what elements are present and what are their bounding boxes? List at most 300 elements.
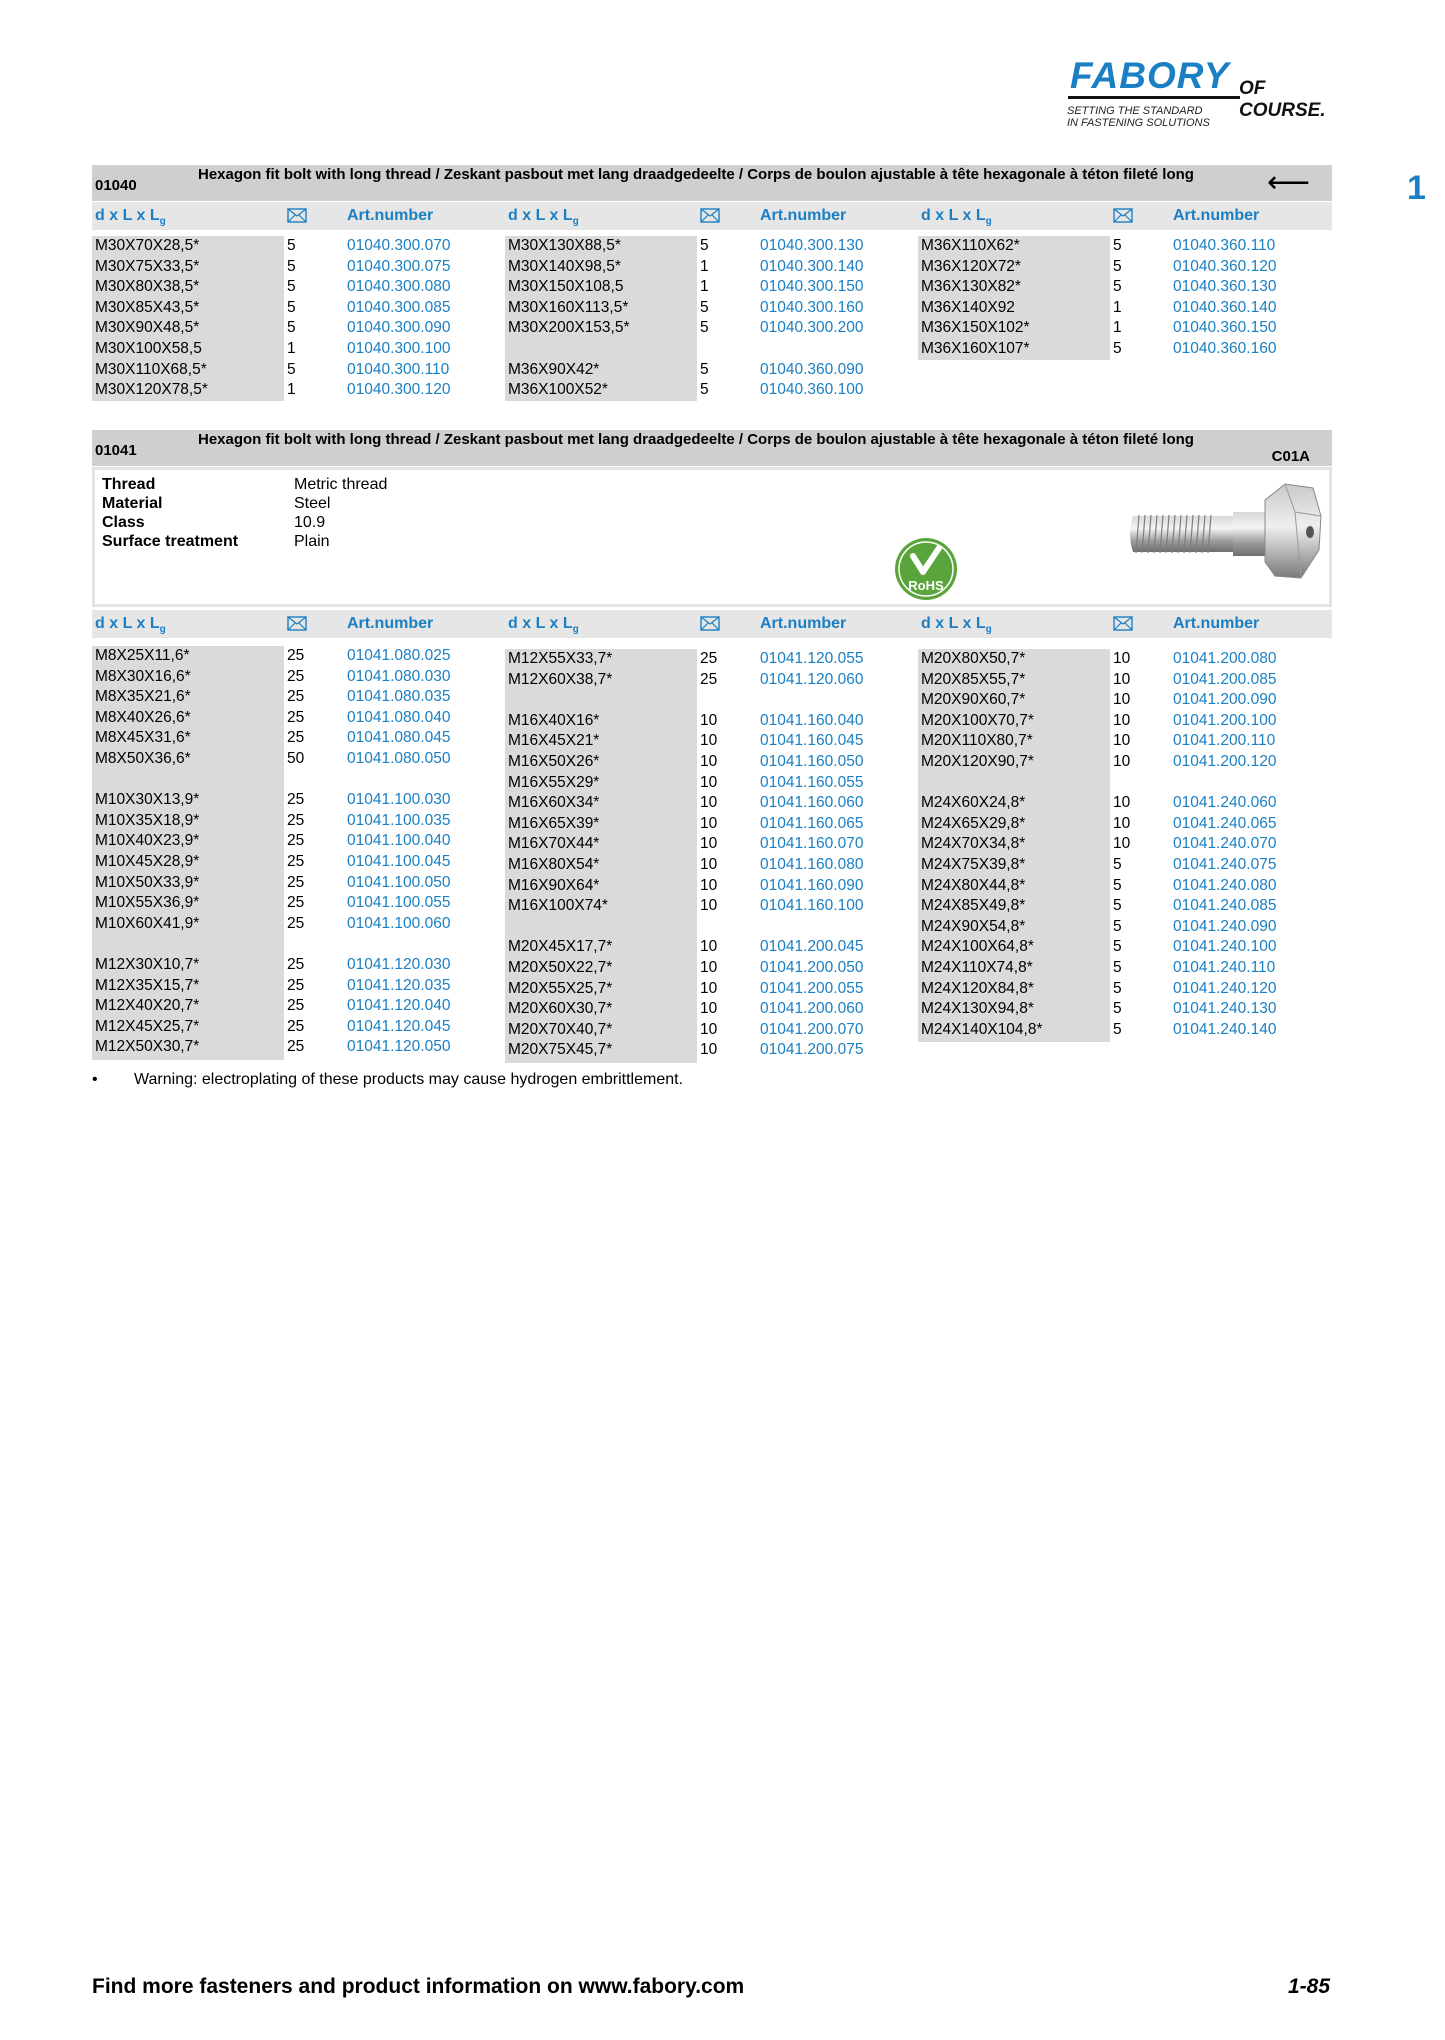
dimension-cell: M36X130X82*: [921, 278, 1021, 296]
art-number-link[interactable]: 01041.200.080: [1173, 650, 1277, 667]
dimension-cell: M8X30X16,6*: [95, 667, 191, 685]
table-row: [505, 793, 918, 814]
art-number-link[interactable]: 01041.100.055: [347, 894, 451, 912]
logo-tagline: [1067, 105, 1210, 129]
art-number-link[interactable]: 01041.240.065: [1173, 814, 1277, 832]
art-number-link[interactable]: 01041.160.055: [760, 773, 864, 791]
quantity-cell: 1: [700, 257, 709, 275]
dimension-cell: M36X140X92: [921, 298, 1015, 316]
dimension-cell: M36X160X107*: [921, 339, 1030, 357]
art-number-link[interactable]: 01041.240.140: [1173, 1020, 1277, 1038]
art-number-link[interactable]: 01041.120.030: [347, 955, 451, 973]
art-number-link[interactable]: 01041.160.060: [760, 794, 864, 812]
dimension-cell: M24X140X104,8*: [921, 1020, 1043, 1038]
dimension-cell: M30X200X153,5*: [508, 319, 630, 337]
table-row: [92, 873, 505, 894]
quantity-cell: 5: [700, 319, 709, 337]
chapter-number: 1: [1407, 169, 1426, 207]
dimension-cell: M10X40X23,9*: [95, 832, 200, 850]
art-number-link[interactable]: 01041.240.100: [1173, 938, 1277, 956]
table-row: [918, 876, 1331, 897]
rohs-compliance-icon: [893, 536, 959, 602]
table-row: [92, 257, 505, 278]
table-row: [505, 855, 918, 876]
quantity-cell: 5: [1113, 237, 1122, 254]
dimension-cell: M16X50X26*: [508, 752, 600, 770]
art-number-link[interactable]: 01041.160.070: [760, 835, 864, 853]
dimension-cell: M20X120X90,7*: [921, 752, 1034, 770]
dimension-cell: M10X50X33,9*: [95, 873, 200, 891]
art-number-link[interactable]: 01041.160.080: [760, 855, 864, 873]
quantity-cell: 25: [287, 832, 305, 850]
spec-label: Class: [102, 514, 145, 531]
art-number-link[interactable]: 01041.080.040: [347, 708, 451, 726]
quantity-cell: 10: [700, 814, 718, 832]
dimension-cell: M16X65X39*: [508, 814, 600, 832]
quantity-cell: 10: [1113, 814, 1131, 832]
table-row: [505, 999, 918, 1020]
quantity-cell: 10: [700, 773, 718, 791]
quantity-cell: 10: [1113, 670, 1131, 688]
table-row: [505, 773, 918, 794]
dimension-cell: M30X85X43,5*: [95, 298, 200, 316]
table-row: [92, 667, 505, 688]
art-number-link[interactable]: 01041.100.035: [347, 811, 451, 829]
table-row: [505, 979, 918, 1000]
table-row: [918, 999, 1331, 1020]
art-number-link[interactable]: 01041.240.080: [1173, 876, 1277, 894]
art-number-link[interactable]: 01041.240.090: [1173, 917, 1277, 935]
art-number-link[interactable]: 01041.100.030: [347, 791, 451, 809]
art-number-link[interactable]: 01040.300.085: [347, 298, 451, 316]
art-number-link[interactable]: 01041.160.100: [760, 897, 864, 915]
section-header-01041: [92, 430, 1332, 466]
table-row: [92, 236, 505, 257]
table-row: [505, 876, 918, 897]
quantity-cell: 5: [287, 237, 296, 254]
dimension-cell: M30X130X88,5*: [508, 237, 621, 254]
quantity-cell: 25: [287, 894, 305, 912]
quantity-cell: 1: [287, 339, 296, 357]
dimension-cell: M20X60X30,7*: [508, 1000, 613, 1018]
art-number-link[interactable]: 01040.300.130: [760, 237, 864, 254]
quantity-cell: 5: [287, 278, 296, 296]
table-rows: [92, 646, 505, 1058]
art-number-link[interactable]: 01041.120.060: [760, 670, 864, 688]
dimension-cell: M24X70X34,8*: [921, 835, 1026, 853]
table-row: [918, 834, 1331, 855]
table-row: [505, 318, 918, 339]
dimension-header: d x L x $L_g$: [95, 615, 166, 636]
section-title: Hexagon fit bolt with long thread / Zeskant pasbout met lang draadgedeelte / Corps de boulon ajustable à tête hexagonale à téton fileté long: [198, 431, 1194, 448]
dimension-cell: M24X60X24,8*: [921, 794, 1026, 812]
art-number-link[interactable]: 01041.240.060: [1173, 794, 1277, 812]
art-number-link[interactable]: 01040.300.100: [347, 339, 451, 357]
dimension-cell: M8X35X21,6*: [95, 688, 191, 706]
art-number-link[interactable]: 01041.080.035: [347, 688, 451, 706]
dimension-cell: M8X40X26,6*: [95, 708, 191, 726]
dimension-cell: M20X90X60,7*: [921, 691, 1026, 709]
dimension-cell: M30X90X48,5*: [95, 319, 200, 337]
dimension-header: d x L x $L_g$: [921, 207, 992, 228]
table-row: [918, 690, 1331, 711]
art-number-link[interactable]: 01040.300.080: [347, 278, 451, 296]
section-code: 01040: [95, 177, 137, 194]
column-header-row-1: [92, 202, 1332, 230]
quantity-cell: 5: [287, 360, 296, 378]
table-row: [505, 670, 918, 691]
table-row: [505, 834, 918, 855]
dimension-cell: M24X75X39,8*: [921, 855, 1026, 873]
quantity-cell: 25: [700, 650, 718, 667]
table-row: [918, 731, 1331, 752]
quantity-cell: 5: [700, 360, 709, 378]
table-row: [92, 976, 505, 997]
art-number-link[interactable]: 01040.300.150: [760, 278, 864, 296]
dimension-cell: M12X55X33,7*: [508, 650, 613, 667]
art-number-link[interactable]: 01040.360.130: [1173, 278, 1277, 296]
dimension-cell: M20X110X80,7*: [921, 732, 1033, 750]
art-number-link[interactable]: 01041.200.075: [760, 1041, 864, 1059]
dimension-cell: M16X80X54*: [508, 855, 600, 873]
art-number-link[interactable]: 01041.100.040: [347, 832, 451, 850]
quantity-cell: 25: [287, 647, 305, 664]
art-number-link[interactable]: 01040.360.110: [1173, 237, 1276, 254]
table-row: [505, 298, 918, 319]
quantity-cell: 5: [1113, 1020, 1122, 1038]
quantity-cell: 10: [1113, 835, 1131, 853]
table-row: [918, 257, 1331, 278]
dimension-header: d x L x $L_g$: [508, 207, 579, 228]
quantity-cell: 5: [1113, 917, 1122, 935]
art-number-link[interactable]: 01041.160.045: [760, 732, 864, 750]
spec-label: Thread: [102, 476, 156, 493]
dimension-cell: M24X80X44,8*: [921, 876, 1026, 894]
quantity-cell: 25: [287, 708, 305, 726]
art-number-link[interactable]: 01041.200.070: [760, 1020, 864, 1038]
art-number-link[interactable]: 01041.160.050: [760, 752, 864, 770]
table-row: [505, 690, 918, 711]
table-row: [505, 236, 918, 257]
quantity-cell: 5: [1113, 876, 1122, 894]
art-number-link[interactable]: 01041.200.050: [760, 958, 864, 976]
quantity-cell: 5: [700, 381, 709, 399]
dimension-cell: M16X60X34*: [508, 794, 600, 812]
dimension-cell: M20X80X50,7*: [921, 650, 1026, 667]
quantity-cell: 10: [1113, 732, 1131, 750]
section-reference-code: C01A: [1271, 448, 1310, 465]
table-row: [918, 793, 1331, 814]
art-number-link[interactable]: 01041.200.120: [1173, 752, 1277, 770]
dimension-cell: M36X120X72*: [921, 257, 1021, 275]
art-number-link[interactable]: 01040.360.140: [1173, 298, 1277, 316]
quantity-cell: 10: [700, 732, 718, 750]
quantity-cell: 25: [287, 791, 305, 809]
dimension-header: d x L x $L_g$: [95, 207, 166, 228]
table-row: [918, 670, 1331, 691]
quantity-cell: 10: [700, 938, 718, 956]
table-row: [505, 937, 918, 958]
quantity-cell: 10: [1113, 794, 1131, 812]
art-number-header: Art.number: [347, 207, 434, 224]
art-number-link[interactable]: 01040.300.075: [347, 257, 451, 275]
spec-label: Surface treatment: [102, 533, 239, 550]
envelope-icon: [287, 208, 307, 223]
quantity-cell: 10: [700, 958, 718, 976]
table-row: [918, 339, 1331, 360]
dimension-cell: M24X100X64,8*: [921, 938, 1034, 956]
dimension-cell: M8X45X31,6*: [95, 729, 191, 747]
table-row: [505, 380, 918, 401]
art-number-link[interactable]: 01041.240.085: [1173, 897, 1277, 915]
quantity-cell: 5: [1113, 855, 1122, 873]
art-number-link[interactable]: 01040.300.140: [760, 257, 864, 275]
table-row: [92, 749, 505, 770]
art-number-link[interactable]: 01041.080.030: [347, 667, 451, 685]
hex-fit-bolt-image: [1125, 478, 1325, 586]
quantity-cell: 10: [700, 835, 718, 853]
specification-box: [92, 467, 1332, 607]
art-number-link[interactable]: 01040.300.160: [760, 298, 864, 316]
dimension-cell: M16X90X64*: [508, 876, 600, 894]
dimension-cell: M36X100X52*: [508, 381, 608, 399]
table-row: [505, 958, 918, 979]
dimension-cell: M30X140X98,5*: [508, 257, 621, 275]
quantity-cell: 1: [1113, 298, 1122, 316]
rohs-label: RoHS: [908, 578, 944, 593]
quantity-cell: 5: [287, 298, 296, 316]
table-row: [92, 1017, 505, 1038]
art-number-link[interactable]: 01041.080.050: [347, 749, 451, 767]
dimension-cell: M8X50X36,6*: [95, 749, 191, 767]
art-number-link[interactable]: 01041.240.130: [1173, 1000, 1277, 1018]
spec-value: Steel: [294, 495, 331, 512]
envelope-icon: [700, 208, 720, 223]
dimension-cell: M16X45X21*: [508, 732, 600, 750]
art-number-link[interactable]: 01041.080.045: [347, 729, 451, 747]
dimension-cell: M12X60X38,7*: [508, 670, 613, 688]
dimension-cell: M20X70X40,7*: [508, 1020, 613, 1038]
table-row: [92, 360, 505, 381]
table-row: [918, 711, 1331, 732]
envelope-icon: [700, 616, 720, 631]
quantity-cell: 5: [1113, 339, 1122, 357]
dimension-cell: M10X30X13,9*: [95, 791, 200, 809]
quantity-cell: 25: [287, 729, 305, 747]
quantity-cell: 10: [1113, 691, 1131, 709]
spec-value: 10.9: [294, 514, 326, 531]
table-row: [918, 917, 1331, 938]
logo-slogan: OF COURSE.: [1239, 78, 1326, 121]
art-number-link[interactable]: 01041.240.120: [1173, 979, 1277, 997]
art-number-link[interactable]: 01041.240.110: [1173, 958, 1276, 976]
dimension-cell: M24X65X29,8*: [921, 814, 1026, 832]
table-row: [918, 896, 1331, 917]
table-row: [918, 1020, 1331, 1041]
spec-value: Metric thread: [294, 476, 388, 493]
art-number-link[interactable]: 01040.360.100: [760, 381, 864, 399]
quantity-cell: 10: [700, 876, 718, 894]
art-number-link[interactable]: 01040.300.120: [347, 381, 451, 399]
quantity-cell: 10: [700, 897, 718, 915]
back-arrow-icon[interactable]: ⟵: [1266, 166, 1310, 199]
table-row: [92, 1037, 505, 1058]
art-number-link[interactable]: 01040.300.090: [347, 319, 451, 337]
table-row: [92, 934, 505, 955]
table-row: [918, 236, 1331, 257]
quantity-cell: 25: [287, 976, 305, 994]
dimension-header: d x L x $L_g$: [508, 615, 579, 636]
art-number-link[interactable]: 01041.200.110: [1173, 732, 1276, 750]
art-number-link[interactable]: 01041.200.055: [760, 979, 864, 997]
dimension-cell: M24X85X49,8*: [921, 897, 1026, 915]
dimension-cell: M30X75X33,5*: [95, 257, 200, 275]
art-number-link[interactable]: 01041.200.090: [1173, 691, 1277, 709]
table-row: [918, 277, 1331, 298]
dimension-cell: M20X75X45,7*: [508, 1041, 613, 1059]
dimension-cell: M16X55X29*: [508, 773, 600, 791]
quantity-cell: 25: [287, 688, 305, 706]
table-row: [92, 914, 505, 935]
table-row: [918, 298, 1331, 319]
table-row: [92, 687, 505, 708]
art-number-header: Art.number: [347, 615, 434, 632]
quantity-cell: 10: [1113, 752, 1131, 770]
quantity-cell: 1: [287, 381, 296, 399]
table-row: [92, 831, 505, 852]
art-number-link[interactable]: 01041.120.055: [760, 650, 864, 667]
table-row: [92, 996, 505, 1017]
quantity-cell: 10: [700, 1000, 718, 1018]
art-number-link[interactable]: 01040.300.110: [347, 360, 450, 378]
art-number-link[interactable]: 01040.360.160: [1173, 339, 1277, 357]
quantity-cell: 10: [700, 752, 718, 770]
dimension-cell: M30X70X28,5*: [95, 237, 200, 254]
art-number-link[interactable]: 01041.160.040: [760, 711, 864, 729]
art-number-link[interactable]: 01041.200.100: [1173, 711, 1277, 729]
art-number-link[interactable]: 01040.360.090: [760, 360, 864, 378]
logo-tagline-line-2: IN FASTENING SOLUTIONS: [1067, 117, 1210, 129]
quantity-cell: 10: [1113, 711, 1131, 729]
dimension-cell: M20X50X22,7*: [508, 958, 613, 976]
table-row: [505, 917, 918, 938]
quantity-cell: 5: [1113, 1000, 1122, 1018]
table-row: [505, 649, 918, 670]
art-number-link[interactable]: 01041.240.075: [1173, 855, 1277, 873]
quantity-cell: 5: [1113, 979, 1122, 997]
dimension-cell: M8X25X11,6*: [95, 647, 190, 664]
table-row: [92, 893, 505, 914]
dimension-cell: M30X100X58,5: [95, 339, 202, 357]
dimension-cell: M36X90X42*: [508, 360, 600, 378]
art-number-link[interactable]: 01041.120.035: [347, 976, 451, 994]
dimension-cell: M16X40X16*: [508, 711, 600, 729]
table-row: [92, 298, 505, 319]
dimension-cell: M10X55X36,9*: [95, 894, 200, 912]
envelope-icon: [287, 616, 307, 631]
art-number-link[interactable]: 01041.200.045: [760, 938, 864, 956]
quantity-cell: 25: [287, 852, 305, 870]
table-rows: [505, 236, 918, 401]
table-row: [92, 708, 505, 729]
envelope-icon: [1113, 616, 1133, 631]
dimension-cell: M36X110X62*: [921, 237, 1020, 254]
dimension-cell: M16X100X74*: [508, 897, 608, 915]
quantity-cell: 10: [700, 794, 718, 812]
table-row: [505, 257, 918, 278]
quantity-cell: 1: [700, 278, 709, 296]
table-row: [92, 770, 505, 791]
quantity-cell: 25: [287, 667, 305, 685]
art-number-link[interactable]: 01041.240.070: [1173, 835, 1277, 853]
footer-website-text: Find more fasteners and product information on www.fabory.com: [92, 1975, 745, 1998]
quantity-cell: 10: [700, 1020, 718, 1038]
art-number-link[interactable]: 01040.300.200: [760, 319, 864, 337]
dimension-cell: M30X150X108,5: [508, 278, 624, 296]
dimension-cell: M20X100X70,7*: [921, 711, 1034, 729]
quantity-cell: 25: [287, 1038, 305, 1056]
dimension-cell: M30X160X113,5*: [508, 298, 629, 316]
art-number-link[interactable]: 01041.080.025: [347, 647, 451, 664]
table-row: [92, 646, 505, 667]
art-number-link[interactable]: 01040.300.070: [347, 237, 451, 254]
table-row: [505, 731, 918, 752]
table-row: [505, 277, 918, 298]
table-row: [505, 339, 918, 360]
table-rows: [918, 236, 1331, 360]
art-number-header: Art.number: [760, 615, 847, 632]
section-code: 01041: [95, 442, 137, 459]
table-row: [92, 318, 505, 339]
art-number-link[interactable]: 01041.160.090: [760, 876, 864, 894]
bullet: •: [92, 1071, 98, 1088]
table-row: [918, 958, 1331, 979]
art-number-link[interactable]: 01041.200.085: [1173, 670, 1277, 688]
quantity-cell: 25: [287, 955, 305, 973]
quantity-cell: 5: [1113, 958, 1122, 976]
art-number-header: Art.number: [1173, 207, 1260, 224]
art-number-link[interactable]: 01041.200.060: [760, 1000, 864, 1018]
brand-logo: [1062, 56, 1352, 136]
table-row: [92, 955, 505, 976]
art-number-link[interactable]: 01040.360.120: [1173, 257, 1277, 275]
table-row: [505, 360, 918, 381]
section-title: Hexagon fit bolt with long thread / Zeskant pasbout met lang draadgedeelte / Corps de boulon ajustable à tête hexagonale à téton fileté long: [198, 166, 1194, 183]
quantity-cell: 10: [700, 979, 718, 997]
table-row: [918, 752, 1331, 773]
table-row: [918, 318, 1331, 339]
art-number-link[interactable]: 01041.120.045: [347, 1017, 451, 1035]
art-number-link[interactable]: 01041.100.060: [347, 914, 451, 932]
quantity-cell: 5: [1113, 278, 1122, 296]
art-number-link[interactable]: 01041.100.045: [347, 852, 451, 870]
dimension-cell: M20X55X25,7*: [508, 979, 613, 997]
quantity-cell: 10: [1113, 650, 1131, 667]
art-number-link[interactable]: 01041.160.065: [760, 814, 864, 832]
table-row: [92, 852, 505, 873]
table-row: [505, 711, 918, 732]
quantity-cell: 25: [287, 811, 305, 829]
logo-tagline-line-1: SETTING THE STANDARD: [1067, 105, 1203, 117]
art-number-link[interactable]: 01040.360.150: [1173, 319, 1277, 337]
art-number-link[interactable]: 01041.100.050: [347, 873, 451, 891]
column-header-row-2: [92, 610, 1332, 638]
table-rows: [92, 236, 505, 401]
dimension-header: d x L x $L_g$: [921, 615, 992, 636]
art-number-link[interactable]: 01041.120.040: [347, 997, 451, 1015]
art-number-link[interactable]: 01041.120.050: [347, 1038, 451, 1056]
dimension-cell: M10X35X18,9*: [95, 811, 200, 829]
